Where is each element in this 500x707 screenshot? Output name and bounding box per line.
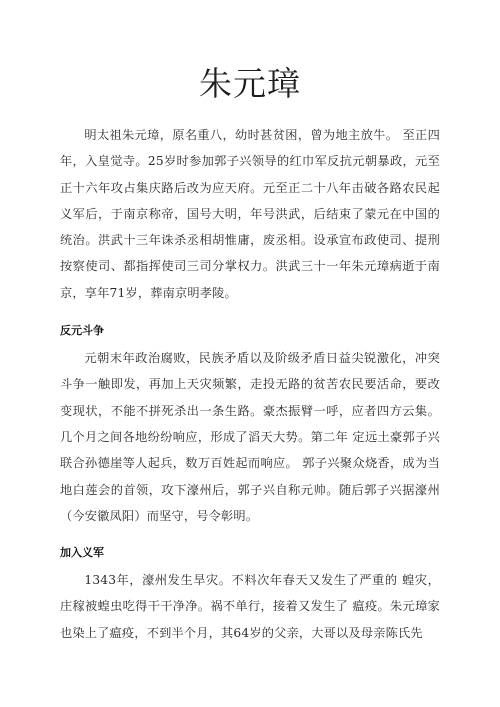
intro-paragraph: 明太祖朱元璋，原名重八，幼时甚贫困，曾为地主放牛。 至正四年，入皇觉寺。25岁时参加郭子兴领导的红巾军反抗元朝暴政，元至正十六年攻占集庆路后改为应天府。元至正二十八年击破各路农民起义军后，于南京称帝，国号大明，年号洪武，后结束了蒙元在中国的统治。洪武十三年诛杀丞相胡惟庸，废丞相。设承宣布政使司、提刑按察使司、都指挥使司三司分掌权力。洪武三十一年朱元璋病逝于南京，享年71岁，葬南京明孝陵。: [60, 128, 440, 300]
section-paragraph-join-army: 1343年，濠州发生旱灾。不料次年春天又发生了严重的 蝗灾，庄稼被蝗虫吃得干干净净。祸不单行，接着又发生了 瘟疫。朱元璋家也染上了瘟疫，不到半个月，其64岁的父亲，大哥以及母亲陈氏先: [60, 573, 440, 640]
section-heading-join-army: 加入义军: [60, 546, 104, 560]
page-title: 朱元璋: [199, 64, 301, 103]
section-paragraph-resistance: 元朝末年政治腐败，民族矛盾以及阶级矛盾日益尖锐激化，冲突斗争一触即发，再加上天灾频繁，走投无路的贫苦农民要活命，要改变现状，不能不拼死杀出一条生路。豪杰振臂一呼，应者四方云集。几个月之间各地纷纷响应，形成了滔天大势。第二年 定远土豪郭子兴联合孙德崖等人起兵，数万百姓起而响应。 郭子兴聚众烧香，成为当地白莲会的首领，攻下濠州后，郭子兴自称元帅。随后郭子兴据濠州（今安徽凤阳）而坚守，号令彰明。: [60, 351, 440, 523]
section-heading-resistance: 反元斗争: [60, 324, 104, 338]
